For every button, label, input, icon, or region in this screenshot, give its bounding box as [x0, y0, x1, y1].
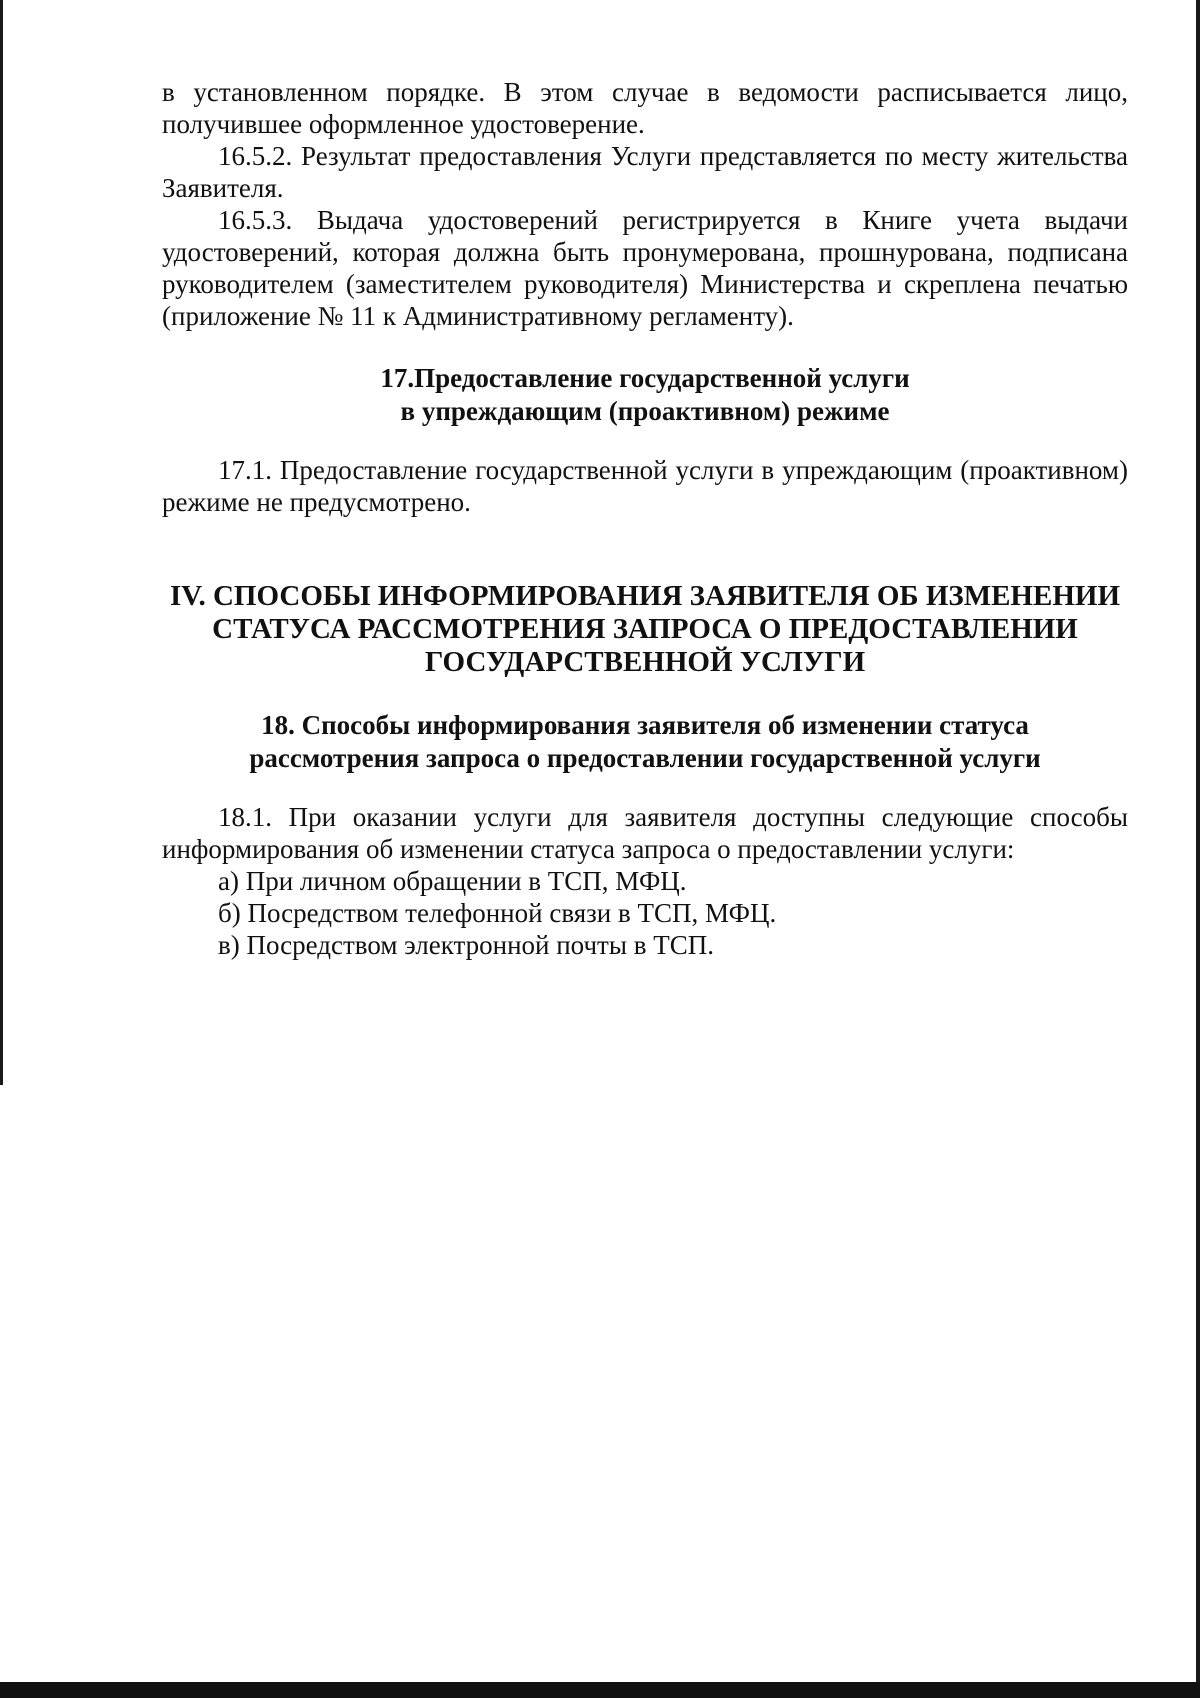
heading-section-18 [162, 709, 1128, 775]
paragraph-16-5-3: 16.5.3. Выдача удостоверений регистрируется в Книге учета выдачи удостоверений, которая должна быть пронумерована, прошнурована, подписана руководителем (заместителем руководителя) Министерства и скреплена печатью (приложение № 11 к Административному регламенту). [162, 205, 1128, 331]
list-item: а) При личном обращении в ТСП, МФЦ. [218, 866, 687, 896]
scan-edge-bottom [0, 1682, 1200, 1698]
scan-edge-right [1196, 0, 1200, 1698]
list-18-methods [162, 865, 1128, 961]
list-item: в) Посредством электронной почты в ТСП. [218, 930, 714, 960]
heading-iv-line-1: IV. СПОСОБЫ ИНФОРМИРОВАНИЯ ЗАЯВИТЕЛЯ ОБ ИЗМЕНЕНИИ [169, 580, 1121, 612]
document-page [162, 76, 1128, 961]
heading-iv-line-2: СТАТУСА РАССМОТРЕНИЯ ЗАПРОСА О ПРЕДОСТАВЛЕНИИ [212, 613, 1078, 645]
paragraph-intro: в установленном порядке. В этом случае в ведомости расписывается лицо, получившее оформленное удостоверение. [162, 77, 1128, 139]
paragraph-16-5-2: 16.5.2. Результат предоставления Услуги представляется по месту жительства Заявителя. [162, 141, 1128, 203]
heading-section-17 [162, 362, 1128, 428]
paragraph-17-1: 17.1. Предоставление государственной услуги в упреждающим (проактивном) режиме не предусмотрено. [162, 455, 1128, 517]
list-item: б) Посредством телефонной связи в ТСП, МФЦ. [218, 898, 777, 928]
paragraph-18-1: 18.1. При оказании услуги для заявителя доступны следующие способы информирования об изменении статуса запроса о предоставлении услуги: [162, 802, 1128, 864]
heading-17-line-2: в упреждающим (проактивном) режиме [400, 396, 890, 426]
heading-18-line-1: 18. Способы информирования заявителя об изменении статуса [261, 710, 1029, 740]
heading-chapter-iv [162, 580, 1128, 679]
heading-iv-line-3: ГОСУДАРСТВЕННОЙ УСЛУГИ [424, 646, 866, 678]
scan-edge-left [0, 0, 3, 1085]
heading-17-line-1: 17.Предоставление государственной услуги [380, 363, 910, 393]
heading-18-line-2: рассмотрения запроса о предоставлении государственной услуги [249, 743, 1041, 773]
